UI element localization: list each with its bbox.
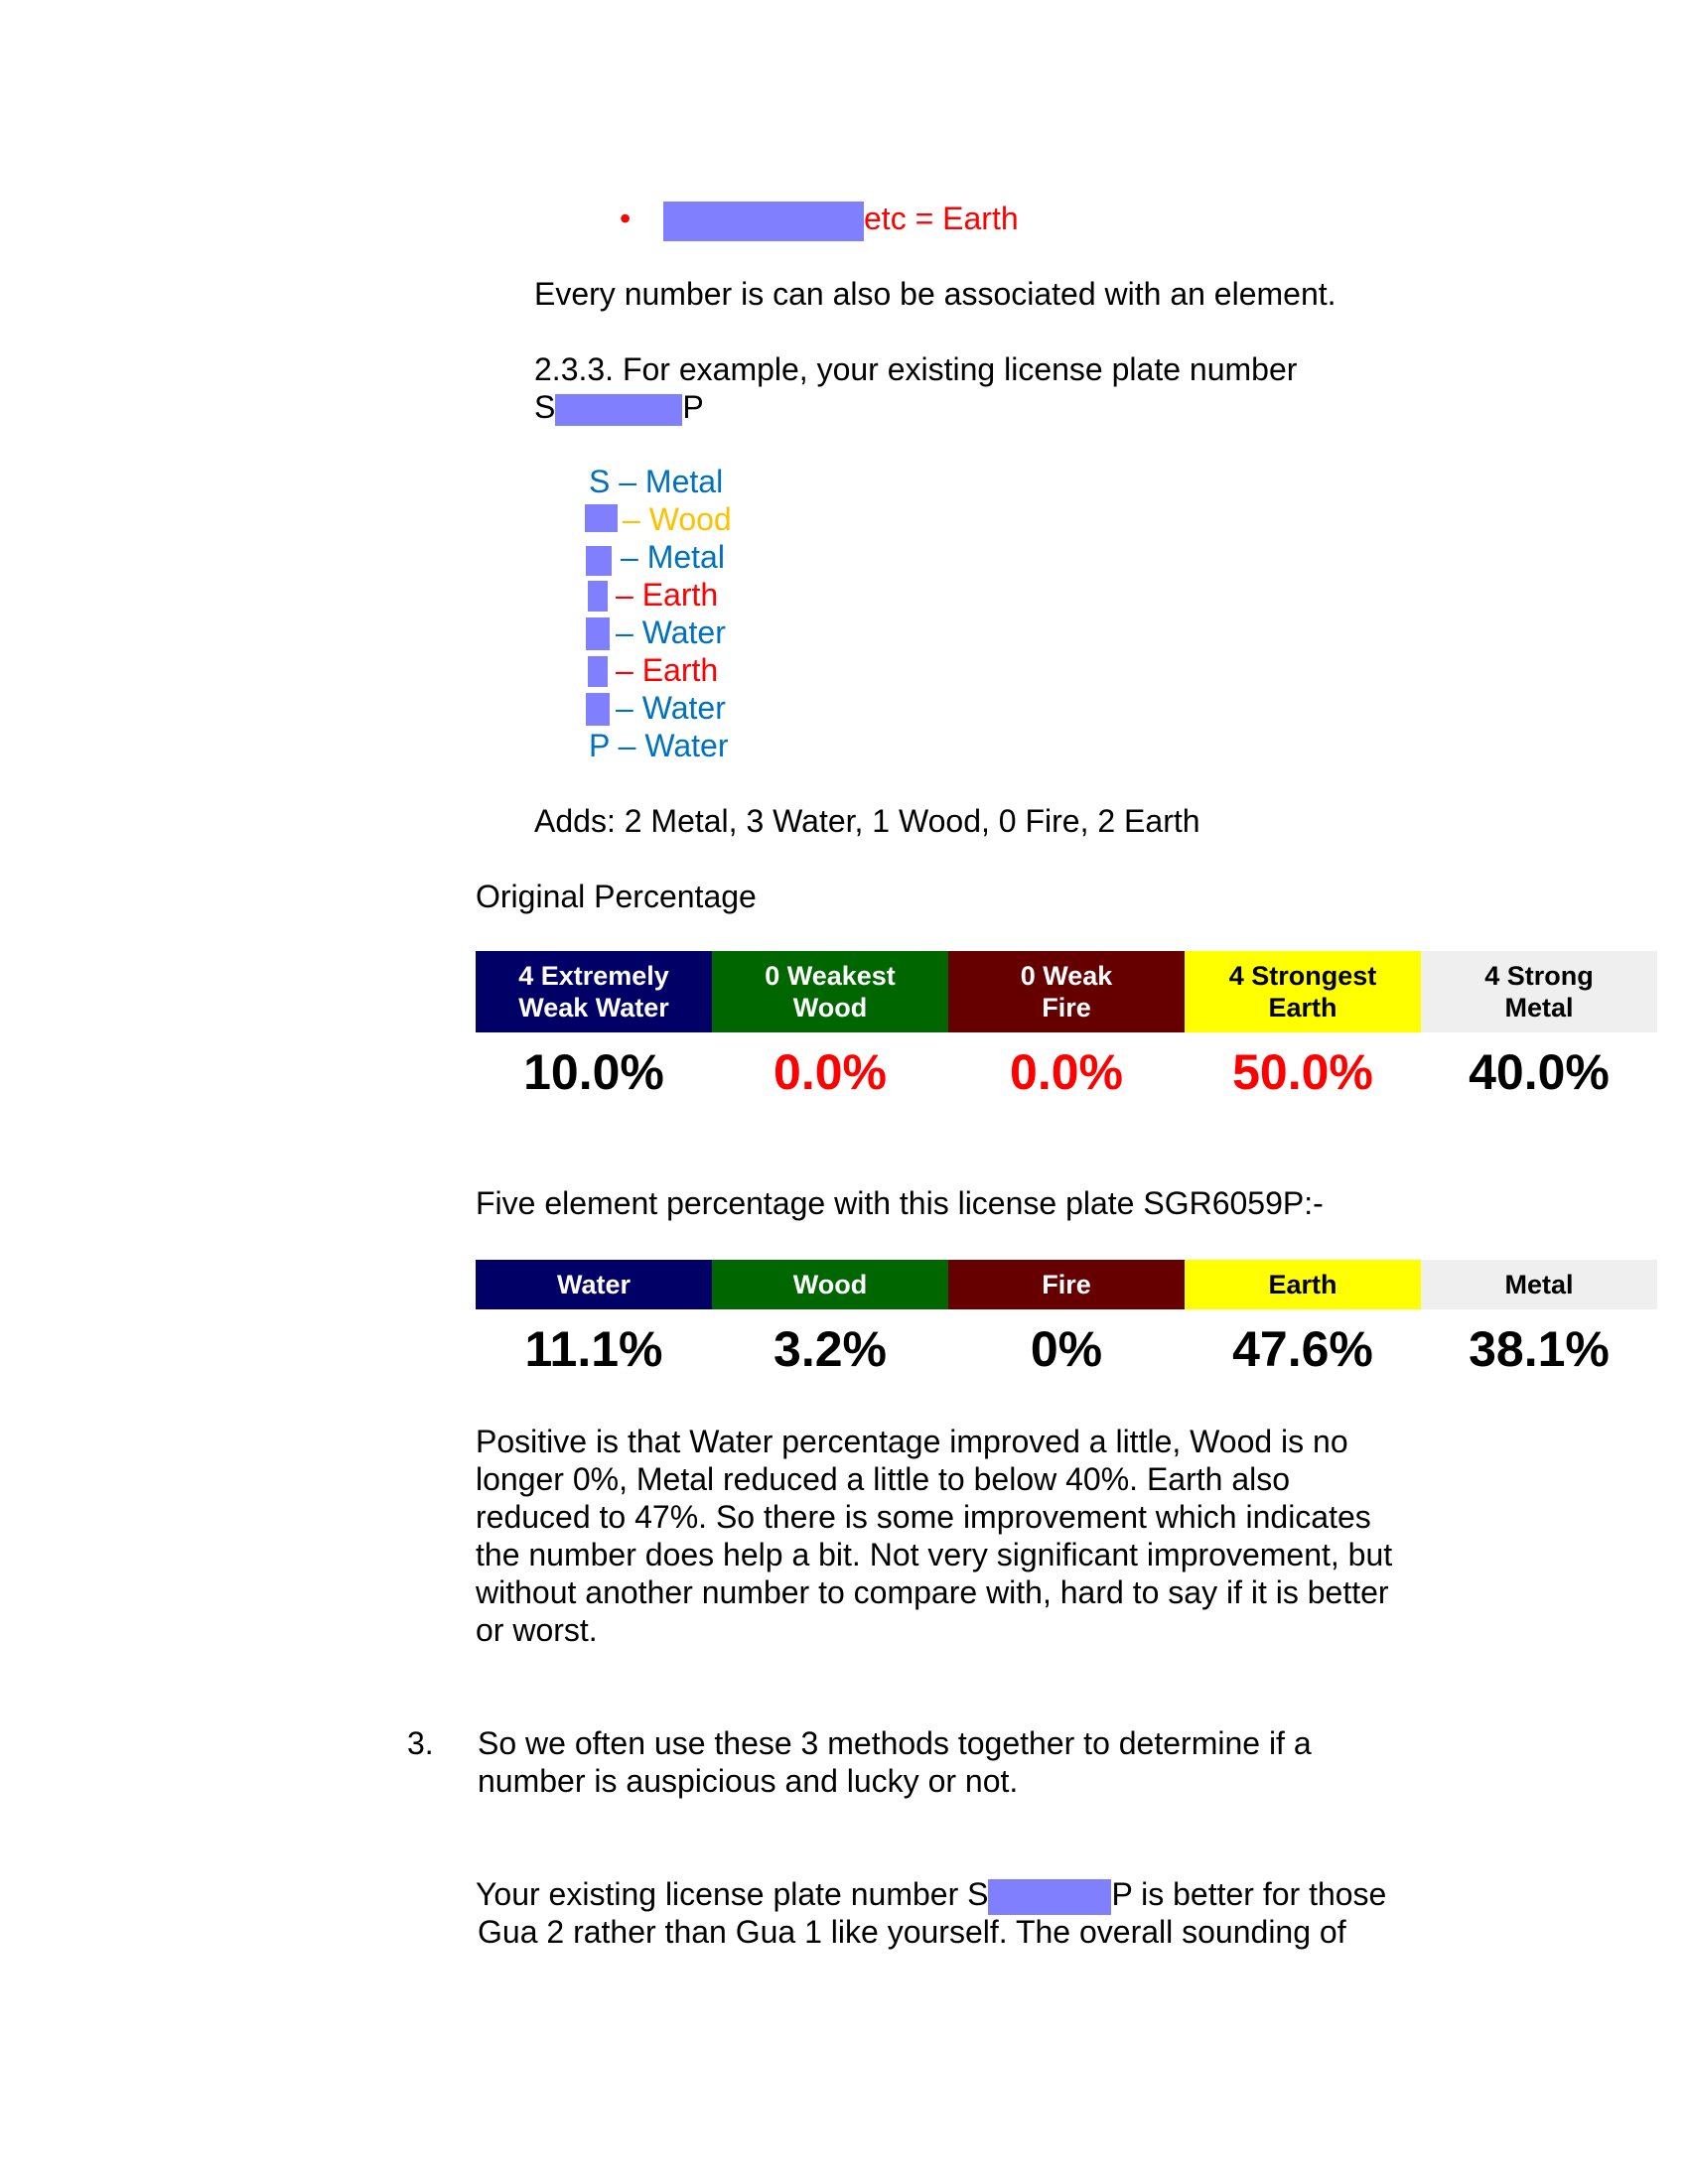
header-metal: Metal [1421, 1260, 1657, 1309]
elem-line: – Water [616, 689, 726, 727]
paragraph-line: or worst. [476, 1612, 598, 1648]
value-metal: 38.1% [1469, 1321, 1610, 1377]
bullet-dot: • [620, 201, 632, 236]
elem-line: – Earth [616, 651, 718, 689]
final-line2: Gua 2 rather than Gua 1 like yourself. The overall sounding of [478, 1914, 1346, 1950]
elem-line: P – Water [589, 728, 729, 763]
header-fire: 0 Weak Fire [948, 951, 1185, 1032]
value-water: 11.1% [524, 1321, 663, 1377]
elem-line: S – Metal [589, 464, 724, 499]
redacted-plate [988, 1879, 1111, 1915]
header-fire: Fire [948, 1260, 1185, 1309]
positive-paragraph [476, 1423, 1392, 1649]
example-line1: 2.3.3. For example, your existing license plate number [534, 351, 1298, 387]
plate-suffix: P [682, 389, 704, 425]
bullet-line [620, 200, 1019, 241]
plate-heading: Five element percentage with this license plate SGR6059P:- [476, 1185, 1324, 1221]
value-metal: 40.0% [1469, 1044, 1610, 1100]
header-water: Water [476, 1260, 712, 1309]
original-percentage-table [476, 951, 1657, 1112]
value-fire: 0.0% [1010, 1044, 1123, 1100]
paragraph-line: without another number to compare with, hard to say if it is better [476, 1574, 1389, 1610]
paragraph-line: the number does help a bit. Not very significant improvement, but [476, 1537, 1393, 1572]
header-wood: Wood [712, 1260, 948, 1309]
header-water: 4 Extremely Weak Water [476, 951, 712, 1032]
header-metal: 4 Strong Metal [1421, 951, 1657, 1032]
value-earth: 47.6% [1232, 1321, 1373, 1377]
example-line2 [534, 388, 704, 426]
paragraph-line: Positive is that Water percentage improved a little, Wood is no [476, 1424, 1348, 1459]
paragraph-line: longer 0%, Metal reduced a little to below 40%. Earth also [476, 1461, 1291, 1497]
value-wood: 3.2% [774, 1321, 887, 1377]
redacted-plate [555, 394, 682, 426]
header-earth: Earth [1185, 1260, 1421, 1309]
elem-line: – Earth [616, 576, 718, 614]
original-heading: Original Percentage [476, 879, 757, 914]
elem-line: – Wood [623, 500, 732, 538]
final-line1: Your existing license plate number S P is better for those [476, 1875, 1386, 1915]
value-water: 10.0% [523, 1044, 664, 1100]
redacted-block [663, 202, 864, 241]
plate-prefix: S [534, 389, 556, 425]
plate-percentage-table [476, 1260, 1657, 1389]
value-earth: 50.0% [1232, 1044, 1373, 1100]
association-text: Every number is can also be associated with an element. [534, 276, 1336, 312]
value-wood: 0.0% [774, 1044, 887, 1100]
header-earth: 4 Strongest Earth [1185, 951, 1421, 1032]
header-wood: 0 Weakest Wood [712, 951, 948, 1032]
item3-number: 3. [407, 1725, 434, 1761]
item3-line2: number is auspicious and lucky or not. [478, 1763, 1019, 1799]
elem-line: – Metal [621, 538, 725, 576]
value-fire: 0% [1030, 1321, 1103, 1377]
paragraph-line: reduced to 47%. So there is some improvement which indicates [476, 1499, 1371, 1535]
bullet-text: etc = Earth [864, 201, 1019, 236]
item3-line1: So we often use these 3 methods together to determine if a [478, 1725, 1312, 1761]
elem-line: – Water [616, 614, 726, 651]
adds-text: Adds: 2 Metal, 3 Water, 1 Wood, 0 Fire, 2 Earth [534, 803, 1200, 839]
